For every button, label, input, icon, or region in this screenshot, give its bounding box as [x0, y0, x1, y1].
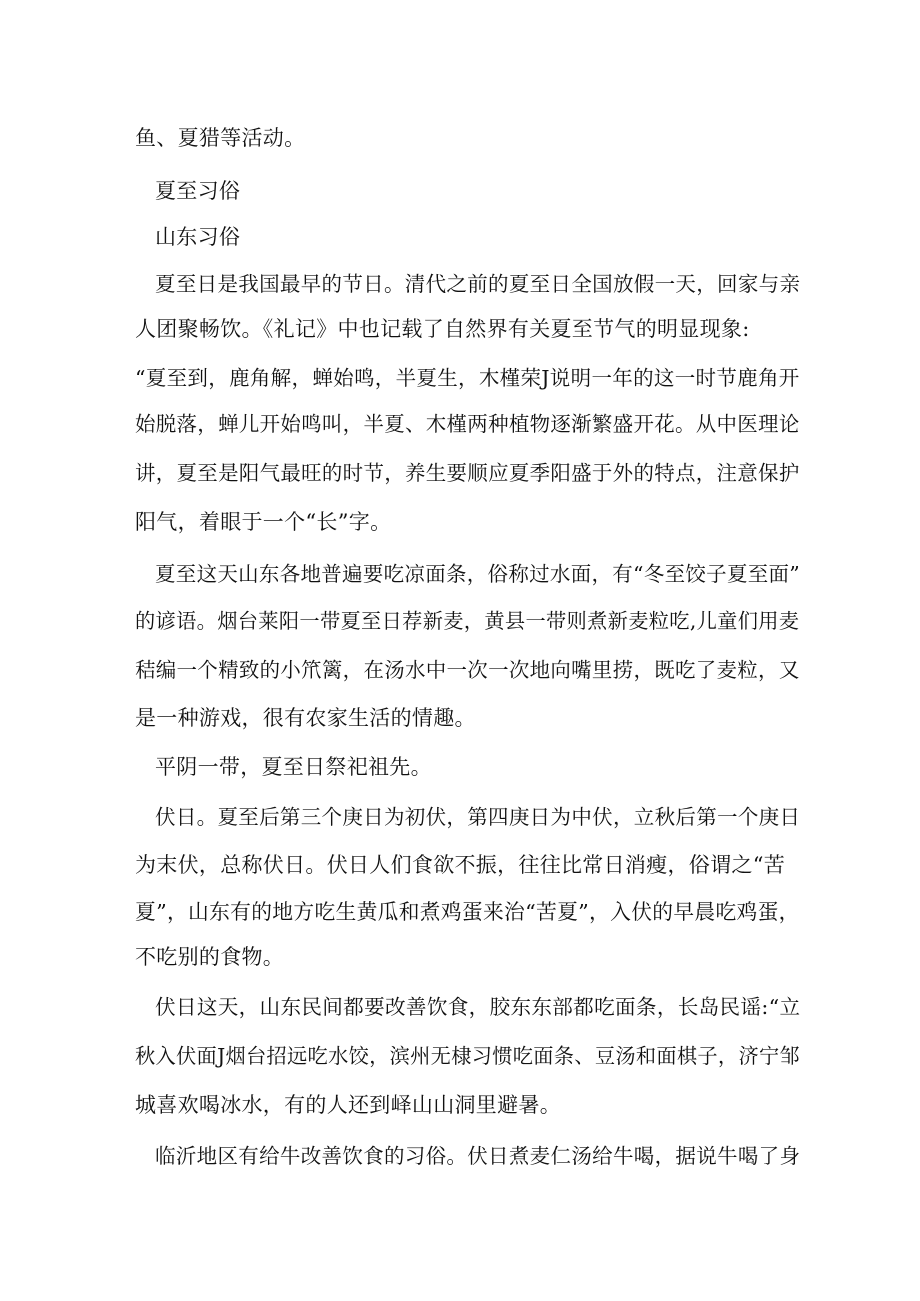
text-line-14: 平阴一带，夏至日祭祀祖先。: [155, 755, 432, 779]
section-heading-shandong-customs: 山东习俗: [155, 225, 241, 249]
text-line-10: 夏至这天山东各地普遍要吃凉面条，俗称过水面，有“冬至饺子夏至面”: [155, 562, 801, 586]
text-line-12: 秸编一个精致的小笊篱，在汤水中一次一次地向嘴里捞，既吃了麦粒，又: [135, 658, 800, 682]
text-line-20: 秋入伏面J烟台招远吃水饺，滨州无棣习惯吃面条、豆汤和面棋子，济宁邹: [135, 1044, 801, 1068]
text-line-15: 伏日。夏至后第三个庚日为初伏，第四庚日为中伏，立秋后第一个庚日: [155, 805, 801, 829]
text-line-1: 鱼、夏猎等活动。: [135, 126, 306, 150]
text-line-8: 讲，夏至是阳气最旺的时节，养生要顺应夏季阳盛于外的特点，注意保护: [135, 461, 800, 485]
section-heading-summer-solstice-customs: 夏至习俗: [155, 179, 241, 203]
text-line-9: 阳气，着眼于一个“长”字。: [135, 510, 392, 534]
text-line-4: 夏至日是我国最早的节日。清代之前的夏至日全国放假一天，回家与亲: [155, 272, 801, 296]
text-line-22: 临沂地区有给牛改善饮食的习俗。伏日煮麦仁汤给牛喝，据说牛喝了身: [155, 1144, 801, 1168]
text-line-18: 不吃别的食物。: [135, 945, 285, 969]
text-line-21: 城喜欢喝冰水，有的人还到峄山山洞里避暑。: [135, 1093, 561, 1117]
text-line-6: “夏至到，鹿角解，蝉始鸣，半夏生，木槿荣J说明一年的这一时节鹿角开: [135, 366, 800, 390]
text-line-16: 为末伏，总称伏日。伏日人们食欲不振，往往比常日消瘦，俗谓之“苦: [135, 853, 786, 877]
text-line-13: 是一种游戏，很有农家生活的情趣。: [135, 706, 476, 730]
text-line-19: 伏日这天，山东民间都要改善饮食，胶东东部都吃面条，长岛民谣:“立: [155, 995, 801, 1019]
text-line-5: 人团聚畅饮。《礼记》中也记载了自然界有关夏至节气的明显现象:: [135, 317, 750, 341]
text-line-17: 夏”，山东有的地方吃生黄瓜和煮鸡蛋来治“苦夏”，入伏的早晨吃鸡蛋，: [135, 900, 800, 924]
text-line-7: 始脱落，蝉儿开始鸣叫，半夏、木槿两种植物逐渐繁盛开花。从中医理论: [135, 412, 800, 436]
text-line-11: 的谚语。烟台莱阳一带夏至日荐新麦，黄县一带则煮新麦粒吃,儿童们用麦: [135, 609, 800, 633]
